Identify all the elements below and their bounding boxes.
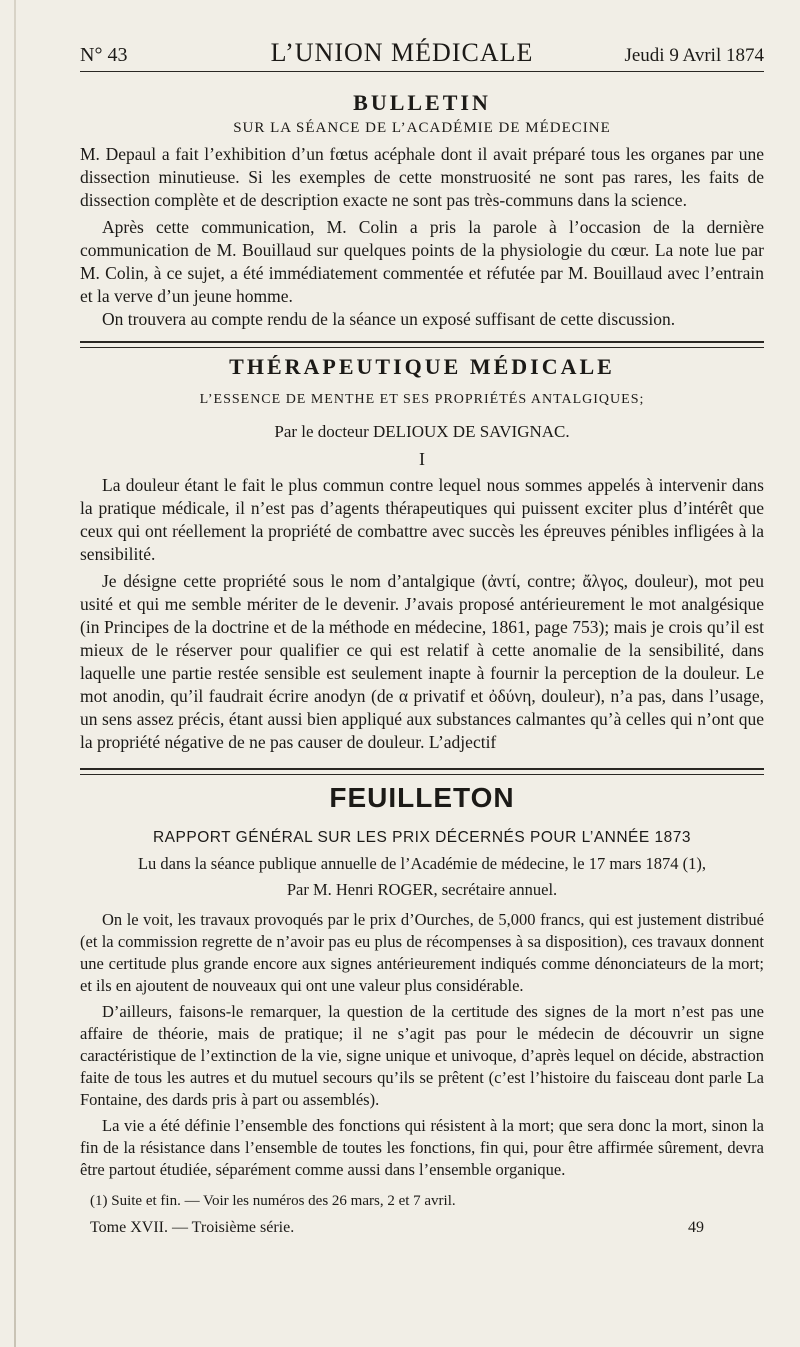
- read-note: Lu dans la séance publique annuelle de l’Académie de médecine, le 17 mars 1874 (1),: [137, 854, 707, 873]
- running-head: [80, 40, 764, 72]
- footnote: (1) Suite et fin. — Voir les numéros des 26 mars, 2 et 7 avril.: [90, 1193, 456, 1209]
- therapeutique-paragraph-2: Je désigne cette propriété sous le nom d’antalgique (ἀντί, contre; ἄλγος, douleur), mot peu usité et qui me semble mériter de le devenir. J’avais proposé antérieurement le mot analgésique (in Principes de la doctrine et de la méthode en médecine, 1861, page 753); mais je crois qu’il est mieux de le réserver pour qualifier ce qui est relatif à cette anomalie de la sensibilité, dans laquelle une partie restée sensible est seulement inapte à fournir la perception de la douleur. Le mot anodin, qu’il faudrait écrire anodyn (de α privatif et ὀδύνη, douleur), n’a pas, dans l’usage, un sens assez précis, étant aussi bien appliqué aux substances calmantes qu’à celles qui n’ont que la propriété négative de ne pas causer de douleur. L’adjectif: [80, 571, 764, 752]
- bulletin-title: BULLETIN: [353, 90, 491, 115]
- feuilleton-paragraph-2: D’ailleurs, faisons-le remarquer, la question de la certitude des signes de la mort n’est pas une affaire de théorie, mais de pratique; il ne s’agit pas pour le médecin de découvrir un signe caractéristique de l’extinction de la vie, signe unique et univoque, d’après lequel on décide, abstraction faite de tous les autres et du mutuel secours qu’ils se prêtent (c’est l’histoire du faisceau dont parle La Fontaine, des dards pris à part ou assemblés).: [80, 1002, 764, 1109]
- bulletin-section: [80, 90, 764, 331]
- volume-info: Tome XVII. — Troisième série.: [90, 1219, 295, 1236]
- bulletin-paragraph-1: M. Depaul a fait l’exhibition d’un fœtus acéphale dont il avait préparé tous les organes par une dissection minutieuse. Si les exemples de cette monstruosité ne sont pas rares, les faits de dissection complète et de description exacte ne sont pas très-communs dans la science.: [80, 144, 764, 210]
- section-divider: [80, 341, 764, 348]
- therapeutique-byline: Par le docteur DELIOUX DE SAVIGNAC.: [274, 422, 570, 441]
- page-number: 49: [688, 1219, 704, 1236]
- issue-number: N° 43: [80, 44, 128, 66]
- feuilleton-divider: [80, 768, 764, 775]
- bulletin-paragraph-2: Après cette communication, M. Colin a pris la parole à l’occasion de la dernière communication de M. Bouillaud sur quelques points de la physiologie du cœur. La note lue par M. Colin, à ce sujet, a été immédiatement commentée et réfutée par M. Bouillaud avec l’entrain et la verve d’un jeune homme.: [80, 217, 764, 306]
- therapeutique-title: THÉRAPEUTIQUE MÉDICALE: [229, 354, 615, 379]
- journal-title: L’UNION MÉDICALE: [270, 38, 534, 67]
- feuilleton-byline: Par M. Henri ROGER, secrétaire annuel.: [286, 880, 558, 899]
- feuilleton-title: FEUILLETON: [329, 782, 515, 813]
- therapeutique-paragraph-1: La douleur étant le fait le plus commun contre lequel nous sommes appelés à intervenir dans la pratique médicale, il n’est pas d’agents thérapeutiques qui puissent exciter plus d’intérêt que ceux qui ont réellement la propriété de combattre avec succès les épreuves pénibles infligées à la sensibilité.: [80, 475, 764, 564]
- feuilleton-paragraph-1: On le voit, les travaux provoqués par le prix d’Ourches, de 5,000 francs, qui est justement distribué (et la commission regrette de n’avoir pas eu plus de récompenses à sa disposition), ces travaux donnent une certitude plus grande encore aux signes antérieurement indiqués comme dénonciateurs de la mort; et ils en ajoutent de nouveaux qui ont une valeur plus considérable.: [80, 910, 764, 995]
- issue-date: Jeudi 9 Avril 1874: [624, 45, 764, 66]
- feuilleton-section: [80, 781, 764, 1181]
- feuilleton-paragraph-3: La vie a été définie l’ensemble des fonctions qui résistent à la mort; que sera donc la mort, sinon la fin de la résistance dans l’ensemble de toutes les fonctions, fin qui, pour être affirmée sûrement, devra être partout étudiée, séparément comme aussi dans l’ensemble organique.: [80, 1116, 764, 1179]
- bulletin-paragraph-3: On trouvera au compte rendu de la séance un exposé suffisant de cette discussion.: [102, 309, 676, 329]
- section-number: I: [419, 449, 425, 469]
- page-footer: [80, 1217, 764, 1239]
- therapeutique-section: [80, 354, 764, 754]
- page-spine: [14, 0, 16, 1347]
- therapeutique-subtitle: L’ESSENCE DE MENTHE ET SES PROPRIÉTÉS ANTALGIQUES;: [199, 392, 645, 407]
- bulletin-subtitle: SUR LA SÉANCE DE L’ACADÉMIE DE MÉDECINE: [233, 120, 611, 136]
- report-title: RAPPORT GÉNÉRAL SUR LES PRIX DÉCERNÉS POUR L’ANNÉE 1873: [152, 829, 692, 846]
